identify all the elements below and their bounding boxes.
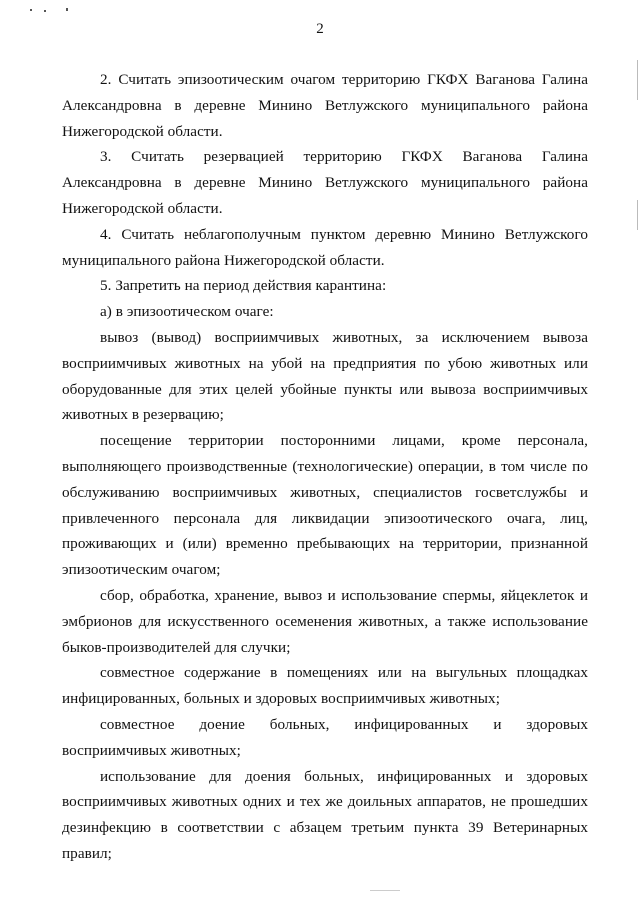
- paragraph-ban-visits: посещение территории посторонними лицами, кроме персонала, выполняющего производственные (технологические) операции, в том числе по обслуживанию восприимчивых животных, специалистов госветслужбы и привлеченного персонала для ликвидации эпизоотического очага, лиц, проживающих и (или) временно пребывающих на территории, признанной эпизоотическим очагом;: [62, 432, 588, 579]
- paragraph-ban-joint-housing: совместное содержание в помещениях или на выгульных площадках инфицированных, больных и здоровых восприимчивых животных;: [62, 664, 588, 708]
- paragraph-item-5: 5. Запретить на период действия карантина:: [100, 277, 387, 295]
- document-body: [62, 67, 588, 867]
- scan-mark-top-left: [30, 9, 32, 11]
- paragraph-item-3: 3. Считать резервацией территорию ГКФХ Ваганова Галина Александровна в деревне Минино Ветлужского муниципального района Нижегородской области.: [62, 148, 588, 217]
- paragraph-item-4: 4. Считать неблагополучным пунктом деревню Минино Ветлужского муниципального района Нижегородской области.: [62, 225, 588, 269]
- scan-mark-right-edge: [637, 60, 638, 100]
- scan-mark-top-left-2: [44, 10, 46, 12]
- paragraph-ban-semen: сбор, обработка, хранение, вывоз и использование спермы, яйцеклеток и эмбрионов для искусственного осеменения животных, а также использование быков-производителей для случки;: [62, 586, 588, 656]
- paragraph-item-2: 2. Считать эпизоотическим очагом территорию ГКФХ Ваганова Галина Александровна в деревне Минино Ветлужского муниципального района Нижегородской области.: [62, 71, 588, 140]
- paragraph-subitem-a: а) в эпизоотическом очаге:: [100, 303, 274, 321]
- paragraph-ban-export: вывоз (вывод) восприимчивых животных, за исключением вывоза восприимчивых животных на убой на предприятия по убою животных или оборудованные для этих целей убойные пункты или вывоза восприимчивых животных в резервацию;: [62, 328, 588, 424]
- scan-mark-top-left-3: [66, 8, 68, 11]
- scan-mark-right-edge-2: [637, 200, 638, 230]
- paragraph-ban-milking-machines: использование для доения больных, инфицированных и здоровых восприимчивых животных одних и тех же доильных аппаратов, не прошедших дезинфекцию в соответствии с абзацем третьим пункта 39 Ветеринарных правил;: [62, 767, 588, 862]
- page-number: 2: [316, 21, 324, 37]
- paragraph-ban-joint-milking: совместное доение больных, инфицированных и здоровых восприимчивых животных;: [62, 715, 588, 759]
- scan-mark-bottom: [370, 890, 400, 891]
